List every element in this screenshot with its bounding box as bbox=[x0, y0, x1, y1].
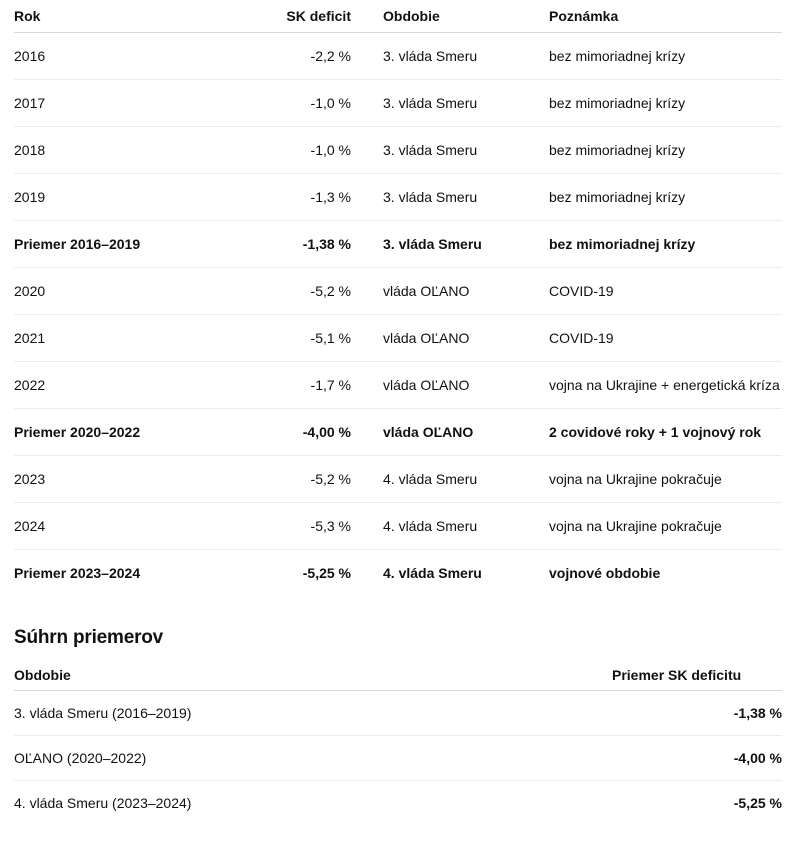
cell-deficit: -4,00 % bbox=[214, 409, 383, 456]
deficit-table bbox=[14, 0, 782, 596]
cell-note: bez mimoriadnej krízy bbox=[549, 221, 782, 268]
cell-deficit: -1,3 % bbox=[214, 174, 383, 221]
cell-period: 4. vláda Smeru bbox=[383, 456, 549, 503]
cell-deficit: -5,25 % bbox=[302, 565, 351, 581]
table-row bbox=[14, 268, 782, 315]
cell-note: bez mimoriadnej krízy bbox=[549, 127, 782, 174]
cell-deficit: -2,2 % bbox=[214, 33, 383, 80]
cell-period: vláda OĽANO bbox=[383, 268, 549, 315]
cell-deficit: -5,2 % bbox=[214, 456, 383, 503]
table-row bbox=[14, 33, 782, 80]
table-row bbox=[14, 315, 782, 362]
summary-cell-period: 3. vláda Smeru (2016–2019) bbox=[14, 691, 612, 736]
cell-period: 4. vláda Smeru bbox=[383, 503, 549, 550]
summary-header-row bbox=[14, 660, 782, 691]
cell-period: vláda OĽANO bbox=[383, 315, 549, 362]
cell-period: 3. vláda Smeru bbox=[383, 221, 549, 268]
summary-row bbox=[14, 736, 782, 781]
table-header-row bbox=[14, 0, 782, 33]
cell-year: Priemer 2020–2022 bbox=[14, 409, 214, 456]
summary-table bbox=[14, 660, 782, 825]
summary-cell-period: 4. vláda Smeru (2023–2024) bbox=[14, 795, 192, 811]
summary-cell-average: -4,00 % bbox=[612, 736, 782, 781]
cell-period: 3. vláda Smeru bbox=[383, 127, 549, 174]
cell-period: 3. vláda Smeru bbox=[383, 174, 549, 221]
cell-deficit: -1,0 % bbox=[214, 127, 383, 174]
cell-year: 2024 bbox=[14, 503, 214, 550]
cell-deficit: -5,2 % bbox=[214, 268, 383, 315]
cell-year: 2021 bbox=[14, 315, 214, 362]
summary-cell-average: -5,25 % bbox=[733, 795, 782, 811]
table-row bbox=[14, 174, 782, 221]
cell-note: vojna na Ukrajine + energetická kríza bbox=[549, 362, 782, 409]
cell-year: 2020 bbox=[14, 268, 214, 315]
cell-period: vláda OĽANO bbox=[383, 409, 549, 456]
cell-period: 3. vláda Smeru bbox=[383, 80, 549, 127]
cell-period: vláda OĽANO bbox=[383, 362, 549, 409]
summary-header-average: Priemer SK deficitu bbox=[612, 660, 782, 691]
table-row bbox=[14, 362, 782, 409]
header-period: Obdobie bbox=[383, 0, 549, 33]
table-row bbox=[14, 503, 782, 550]
deficit-table-body bbox=[14, 33, 782, 597]
cell-year: 2018 bbox=[14, 127, 214, 174]
cell-year: 2023 bbox=[14, 456, 214, 503]
table-row bbox=[14, 456, 782, 503]
cell-year: 2017 bbox=[14, 80, 214, 127]
header-deficit: SK deficit bbox=[214, 0, 383, 33]
summary-row bbox=[14, 781, 782, 826]
table-summary-row bbox=[14, 550, 782, 597]
cell-year: 2022 bbox=[14, 362, 214, 409]
cell-note: bez mimoriadnej krízy bbox=[549, 174, 782, 221]
summary-table-body bbox=[14, 691, 782, 826]
table-row bbox=[14, 80, 782, 127]
header-year: Rok bbox=[14, 0, 214, 33]
cell-year: Priemer 2016–2019 bbox=[14, 221, 214, 268]
summary-row bbox=[14, 691, 782, 736]
cell-note: COVID-19 bbox=[549, 315, 782, 362]
summary-cell-average: -1,38 % bbox=[612, 691, 782, 736]
cell-deficit: -1,0 % bbox=[214, 80, 383, 127]
table-summary-row bbox=[14, 221, 782, 268]
cell-deficit: -5,3 % bbox=[214, 503, 383, 550]
table-summary-row bbox=[14, 409, 782, 456]
cell-note: 2 covidové roky + 1 vojnový rok bbox=[549, 409, 782, 456]
cell-period: 3. vláda Smeru bbox=[383, 33, 549, 80]
summary-cell-period: OĽANO (2020–2022) bbox=[14, 736, 612, 781]
cell-deficit: -1,7 % bbox=[214, 362, 383, 409]
cell-note: vojna na Ukrajine pokračuje bbox=[549, 503, 782, 550]
table-row bbox=[14, 127, 782, 174]
cell-note: bez mimoriadnej krízy bbox=[549, 33, 782, 80]
cell-note: vojna na Ukrajine pokračuje bbox=[549, 456, 782, 503]
cell-deficit: -5,1 % bbox=[214, 315, 383, 362]
cell-note: bez mimoriadnej krízy bbox=[549, 80, 782, 127]
cell-deficit: -1,38 % bbox=[214, 221, 383, 268]
cell-year: 2016 bbox=[14, 33, 214, 80]
cell-period: 4. vláda Smeru bbox=[383, 565, 482, 581]
cell-year: Priemer 2023–2024 bbox=[14, 565, 141, 581]
summary-header-period: Obdobie bbox=[14, 660, 612, 691]
cell-year: 2019 bbox=[14, 174, 214, 221]
header-note: Poznámka bbox=[549, 0, 782, 33]
cell-note: COVID-19 bbox=[549, 268, 782, 315]
summary-heading: Súhrn priemerov bbox=[14, 627, 164, 648]
cell-note: vojnové obdobie bbox=[549, 565, 661, 581]
